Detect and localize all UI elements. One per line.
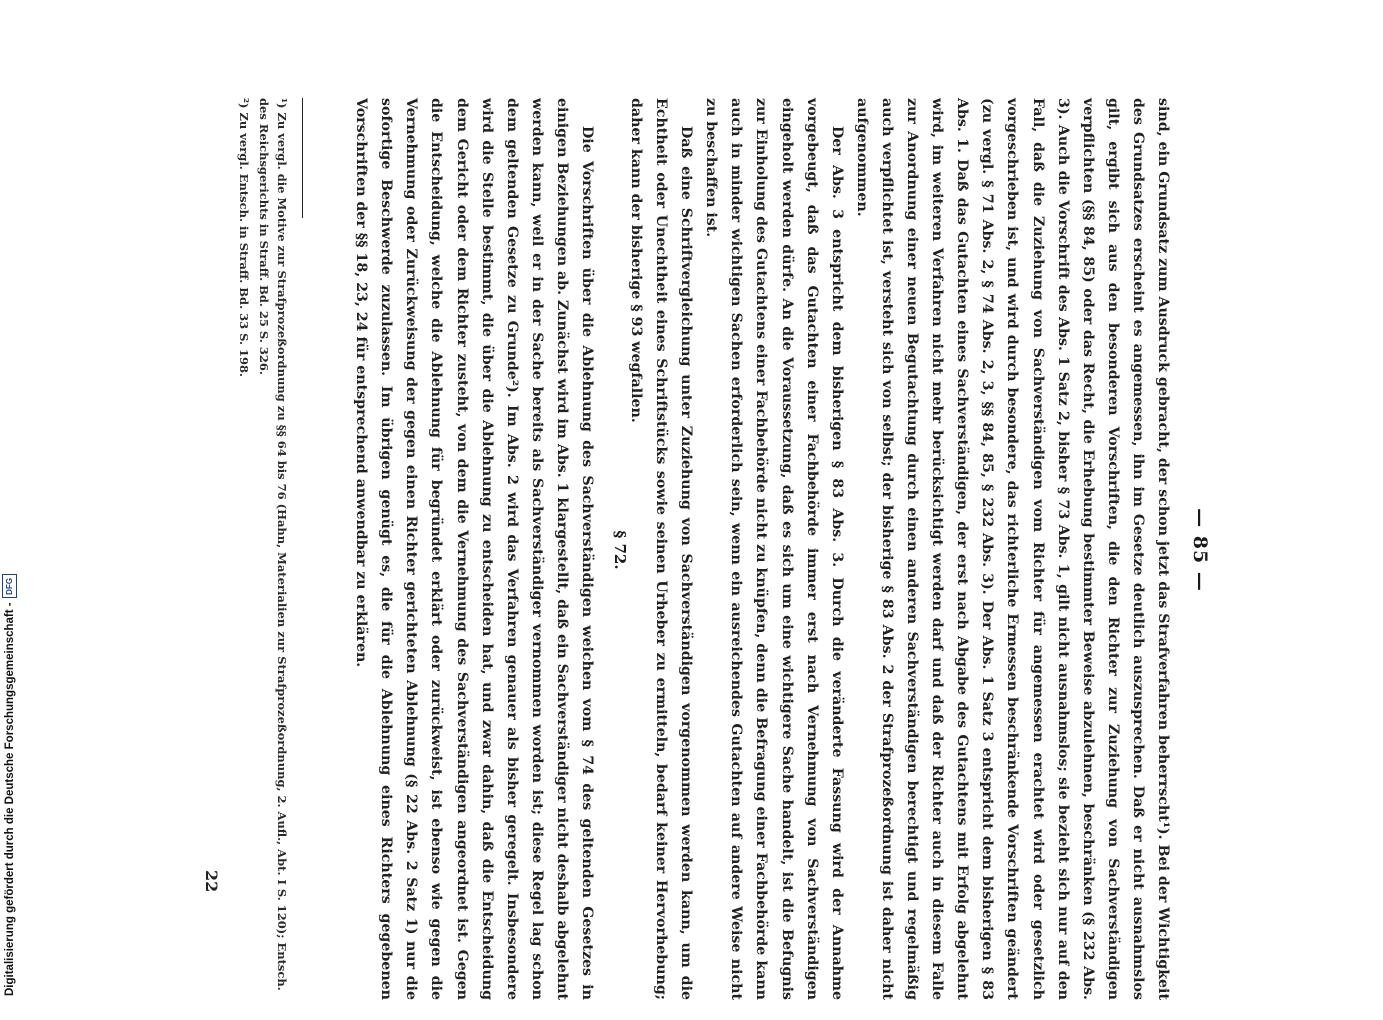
footnote: ¹) Zu vergl. die Motive zur Strafprozeßordnung zu §§ 64 bis 76 (Hahn, Materialien zur Strafprozeßordnung, 2. Aufl., Abt. I S. 120); Entsch. des Reichsgerichts in Straff. Bd. 25 S. 326. (257, 98, 289, 991)
dfg-logo-icon: DFG (2, 574, 17, 598)
text-block-1 (623, 98, 1175, 1000)
sheet-number: 22 (202, 870, 221, 893)
paragraph: Die Vorschriften über die Ablehnung des Sachverständigen weichen vom § 74 des geltenden Gesetzes in einigen Beziehungen ab. Zunächst wird im Abs. 1 klargestellt, daß ein Sachverständiger nicht deshalb abgelehnt werden kann, weil er in der Sache bereits als Sachverständiger vernommen worden ist; diese Regel lag schon dem geltenden Gesetze zu Grunde²). Im Abs. 2 wird das Verfahren genauer als bisher geregelt. Insbesondere wird die Stelle bestimmt, die über die Ablehnung zu entscheiden hat, und zwar dahin, daß die Entscheidung dem Gericht oder dem Richter zusteht, von dem die Vernehmung des Sachverständigen angeordnet ist. Gegen die Entscheidung, welche die Ablehnung für begründet erklärt oder zurückweist, ist ebenso wie gegen die Vernehmung oder Zurückweisung der gegen einen Richter gerichteten Ablehnung (§ 22 Abs. 2 Satz 1) nur die sofortige Beschwerde zuzulassen. Im übrigen genügt es, die für die Ablehnung eines Richters gegebenen Vorschriften der §§ 18, 23, 24 für entsprechend anwendbar zu erklären. (353, 98, 595, 1000)
rotated-page-content (171, 80, 1211, 1020)
paragraph: Der Abs. 3 entspricht dem bisherigen § 83 Abs. 3. Durch die veränderte Fassung wird der Annahme vorgebeugt, daß das Gutachten einer Fachbehörde immer erst nach Vernehmung von Sachverständigen eingeholt werden dürfe. An die Voraussetzung, daß es sich um eine wichtigere Sache handelt, ist die Befugnis zur Einholung des Gutachtens einer Fachbehörde nicht zu knüpfen, denn die Befragung einer Fachbehörde kann auch in minder wichtigen Sachen erforderlich sein, wenn ein ausreichendes Gutachten auf andere Weise nicht zu beschaffen ist. (703, 98, 845, 1000)
footnote-divider (302, 98, 303, 218)
paragraph: sind, ein Grundsatz zum Ausdruck gebracht, der schon jetzt das Strafverfahren beherrscht¹). Bei der Wichtigkeit des Grundsatzes erscheint es angemessen, ihn im Gesetze deutlich auszusprechen. Daß er nicht ausnahmslos gilt, ergibt sich aus den besonderen Vorschriften, die den Richter zur Zuziehung von Sachverständigen verpflichten (§§ 84, 85) oder das Recht, die Erhebung bestimmter Beweise abzulehnen, beschränken (§ 232 Abs. 3). Auch die Vorschrift des Abs. 1 Satz 2, bisher § 73 Abs. 1, gilt nicht ausnahmslos; sie bezieht sich nur auf den Fall, daß die Zuziehung von Sachverständigen vom Richter für angemessen erachtet wird oder gesetzlich vorgeschrieben ist, und wird durch besondere, das richterliche Ermessen beschränkende Vorschriften geändert (zu vergl. § 71 Abs. 2, § 74 Abs. 2, 3, §§ 84, 85, § 232 Abs. 3). Der Abs. 1 Satz 3 entspricht dem bisherigen § 83 Abs. 1. Daß das Gutachten eines Sachverständigen, der erst nach Abgabe des Gutachtens mit Erfolg abgelehnt wird, im weiteren Verfahren nicht mehr berücksichtigt werden darf und daß der Richter auch in diesem Falle zur Anordnung einer neuen Begutachtung durch einen anderen Sachverständigen berechtigt und regelmäßig auch verpflichtet ist, versteht sich von selbst; der bisherige § 83 Abs. 2 der Strafprozeßordnung ist daher nicht aufgenommen. (853, 98, 1171, 1000)
page-number: — 85 — (1189, 508, 1211, 592)
text-block-2 (348, 98, 599, 1000)
digitization-credit (2, 574, 17, 996)
footnote: ²) Zu vergl. Entsch. in Straff. Bd. 33 S. 198. (237, 98, 251, 377)
section-heading: § 72. (611, 530, 629, 570)
paragraph: Daß eine Schriftvergleichung unter Zuziehung von Sachverständigen vorgenommen werden kann, um die Echtheit oder Unechtheit eines Schriftstücks sowie seinen Urheber zu ermitteln, bedarf keiner Hervorhebung; daher kann der bisherige § 93 wegfallen. (628, 98, 695, 1000)
credit-text: Digitalisierung gefördert durch die Deutsche Forschungsgemeinschaft - (3, 602, 16, 996)
